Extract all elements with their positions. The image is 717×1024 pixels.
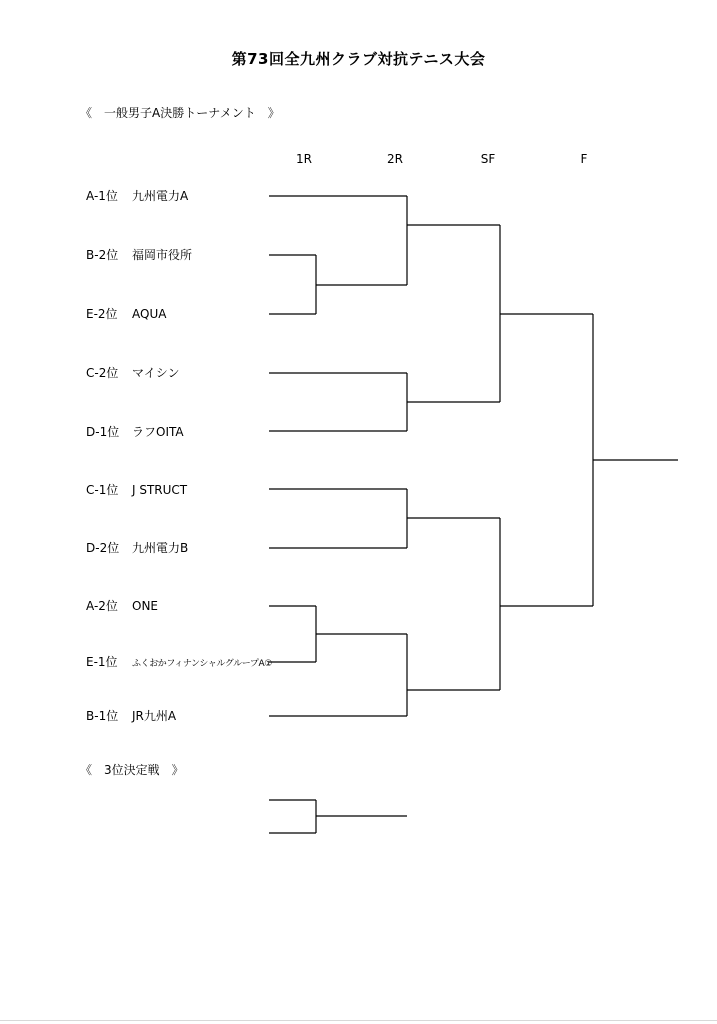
entry-seed: C-1位 xyxy=(86,483,119,497)
entry-team: 福岡市役所 xyxy=(132,248,193,262)
section-heading-third-place: 《 3位決定戦 》 xyxy=(80,763,184,777)
round-label-sf: SF xyxy=(480,152,496,166)
entry-seed: E-2位 xyxy=(86,307,118,321)
entry-seed: C-2位 xyxy=(86,366,119,380)
entry-team: 九州電力B xyxy=(132,541,189,555)
page-bottom-divider xyxy=(0,1020,717,1021)
section-heading-main: 《 一般男子A決勝トーナメント 》 xyxy=(80,106,280,120)
entry-team: ONE xyxy=(132,599,159,613)
entry-team: AQUA xyxy=(132,307,167,321)
round-label-2r: 2R xyxy=(387,152,403,166)
entry-team: ふくおかフィナンシャルグループA① xyxy=(132,659,272,669)
entry-team: マイシン xyxy=(132,366,180,380)
entry-seed: E-1位 xyxy=(86,655,118,669)
entry-seed: D-2位 xyxy=(86,541,120,555)
entry-seed: A-1位 xyxy=(86,189,118,203)
entry-seed: B-1位 xyxy=(86,709,119,723)
page-title: 第73回全九州クラブ対抗テニス大会 xyxy=(231,50,486,68)
round-label-f: F xyxy=(580,152,588,166)
entry-team: ラフOITA xyxy=(132,425,184,439)
round-label-1r: 1R xyxy=(296,152,312,166)
entry-seed: B-2位 xyxy=(86,248,119,262)
entry-team: 九州電力A xyxy=(132,189,189,203)
entry-team: JR九州A xyxy=(132,709,177,723)
entry-seed: A-2位 xyxy=(86,599,118,613)
entry-seed: D-1位 xyxy=(86,425,120,439)
entry-team: J STRUCT xyxy=(132,483,188,497)
